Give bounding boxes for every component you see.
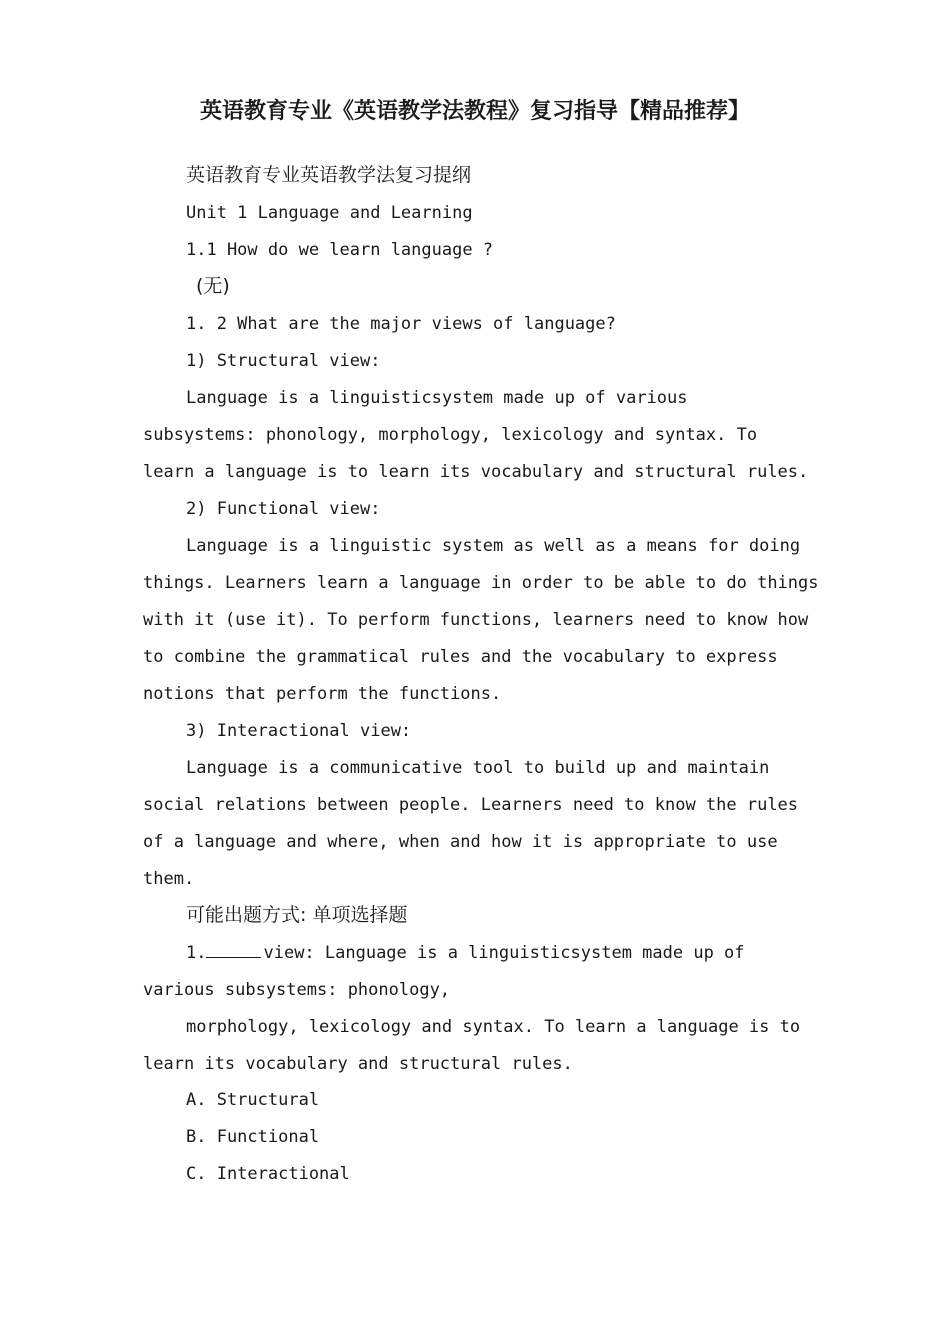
question-line xyxy=(186,941,745,965)
interactional-view-line: of a language and where, when and how it is appropriate to use xyxy=(143,832,778,852)
question-line: various subsystems: phonology, xyxy=(143,980,451,1000)
section-1-1-note: (无) xyxy=(196,275,230,297)
document-title: 英语教育专业《英语教学法教程》复习指导【精品推荐】 xyxy=(199,99,750,124)
interactional-view-heading: 3) Interactional view: xyxy=(186,721,412,741)
section-1-1-heading: 1.1 How do we learn language ? xyxy=(186,240,494,260)
structural-view-line: subsystems: phonology, morphology, lexicology and syntax. To xyxy=(143,425,758,445)
unit-heading: Unit 1 Language and Learning xyxy=(186,203,473,223)
outline-subtitle: 英语教育专业英语教学法复习提纲 xyxy=(186,164,472,186)
interactional-view-line: them. xyxy=(143,869,195,889)
structural-view-line: learn a language is to learn its vocabulary and structural rules. xyxy=(143,462,809,482)
functional-view-heading: 2) Functional view: xyxy=(186,499,381,519)
functional-view-line: things. Learners learn a language in order to be able to do things xyxy=(143,573,819,593)
option-a: A. Structural xyxy=(186,1090,320,1110)
functional-view-line: notions that perform the functions. xyxy=(143,684,502,704)
option-c: C. Interactional xyxy=(186,1164,350,1184)
functional-view-line: with it (use it). To perform functions, learners need to know how xyxy=(143,610,809,630)
functional-view-line: Language is a linguistic system as well as a means for doing xyxy=(186,536,801,556)
question-number: 1. xyxy=(186,943,207,963)
question-line: morphology, lexicology and syntax. To learn a language is to xyxy=(186,1017,801,1037)
section-1-2-heading: 1. 2 What are the major views of language? xyxy=(186,314,616,334)
option-b: B. Functional xyxy=(186,1127,320,1147)
question-text: view: Language is a linguisticsystem made up of xyxy=(263,943,745,963)
functional-view-line: to combine the grammatical rules and the vocabulary to express xyxy=(143,647,778,667)
interactional-view-line: Language is a communicative tool to build up and maintain xyxy=(186,758,770,778)
structural-view-heading: 1) Structural view: xyxy=(186,351,381,371)
structural-view-line: Language is a linguisticsystem made up of various xyxy=(186,388,688,408)
answer-blank xyxy=(206,941,261,958)
interactional-view-line: social relations between people. Learners need to know the rules xyxy=(143,795,799,815)
exam-format-heading: 可能出题方式: 单项选择题 xyxy=(186,904,408,926)
question-line: learn its vocabulary and structural rules. xyxy=(143,1054,573,1074)
